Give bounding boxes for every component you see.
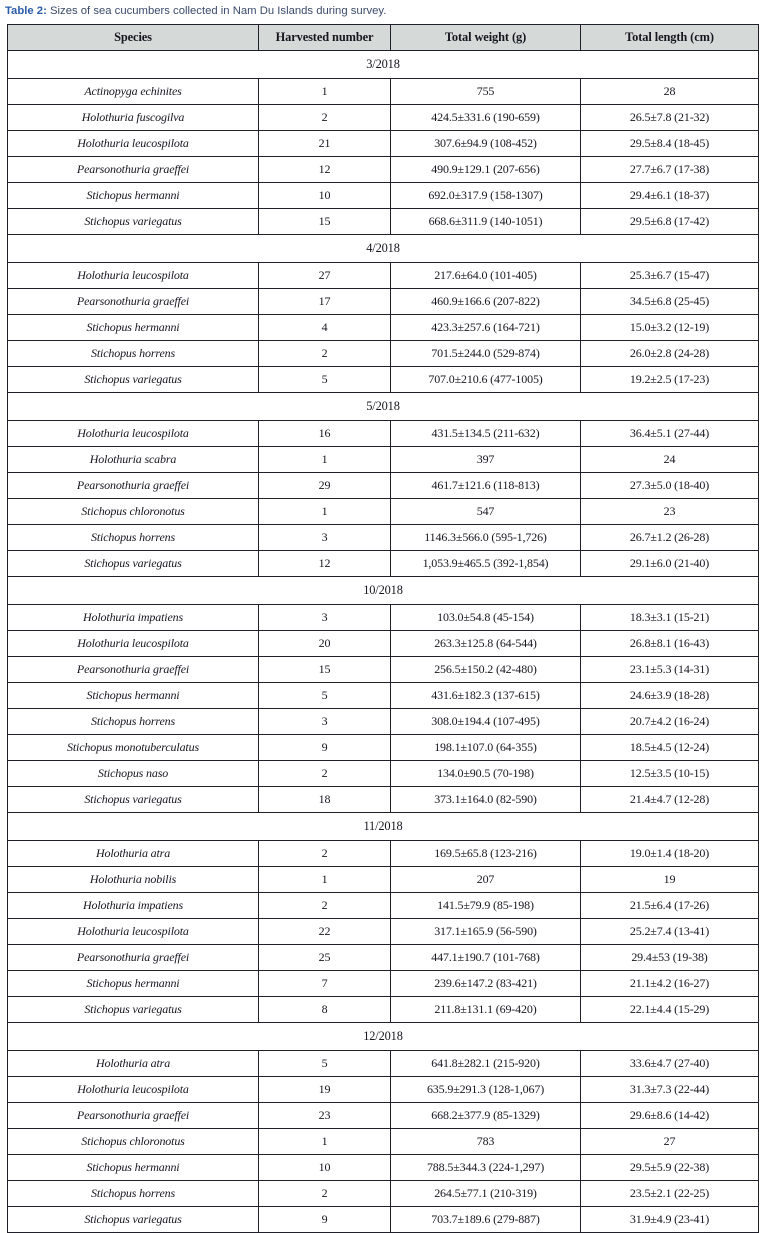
cell-total-length: 33.6±4.7 (27-40) (581, 1051, 759, 1077)
cell-species: Holothuria atra (8, 1051, 259, 1077)
cell-total-length: 29.4±6.1 (18-37) (581, 183, 759, 209)
cell-harvested-number: 5 (259, 1051, 391, 1077)
group-header-row (8, 813, 759, 841)
group-header-row (8, 1023, 759, 1051)
table-row (8, 841, 759, 867)
sea-cucumber-sizes-table (7, 24, 759, 1233)
cell-species: Holothuria leucospilota (8, 263, 259, 289)
cell-total-length: 26.7±1.2 (26-28) (581, 525, 759, 551)
table-row (8, 157, 759, 183)
cell-species: Holothuria impatiens (8, 605, 259, 631)
cell-species: Pearsonothuria graeffei (8, 657, 259, 683)
cell-harvested-number: 2 (259, 341, 391, 367)
cell-total-length: 15.0±3.2 (12-19) (581, 315, 759, 341)
cell-harvested-number: 4 (259, 315, 391, 341)
cell-total-weight: 635.9±291.3 (128-1,067) (391, 1077, 581, 1103)
group-label: 5/2018 (8, 393, 759, 421)
cell-harvested-number: 25 (259, 945, 391, 971)
table-row (8, 209, 759, 235)
cell-species: Stichopus naso (8, 761, 259, 787)
column-header-total-weight: Total weight (g) (391, 25, 581, 51)
cell-harvested-number: 1 (259, 499, 391, 525)
table-row (8, 1051, 759, 1077)
cell-total-length: 22.1±4.4 (15-29) (581, 997, 759, 1023)
cell-total-length: 29.5±6.8 (17-42) (581, 209, 759, 235)
cell-harvested-number: 7 (259, 971, 391, 997)
cell-total-length: 23 (581, 499, 759, 525)
cell-species: Holothuria scabra (8, 447, 259, 473)
cell-total-weight: 707.0±210.6 (477-1005) (391, 367, 581, 393)
cell-total-weight: 169.5±65.8 (123-216) (391, 841, 581, 867)
cell-total-weight: 1,053.9±465.5 (392-1,854) (391, 551, 581, 577)
cell-total-weight: 217.6±64.0 (101-405) (391, 263, 581, 289)
cell-harvested-number: 20 (259, 631, 391, 657)
table-row (8, 1207, 759, 1233)
cell-species: Stichopus chloronotus (8, 1129, 259, 1155)
group-header-row (8, 393, 759, 421)
table-row (8, 341, 759, 367)
cell-harvested-number: 9 (259, 735, 391, 761)
table-row (8, 735, 759, 761)
cell-harvested-number: 9 (259, 1207, 391, 1233)
cell-total-length: 12.5±3.5 (10-15) (581, 761, 759, 787)
table-row (8, 1181, 759, 1207)
table-row (8, 787, 759, 813)
cell-species: Stichopus horrens (8, 341, 259, 367)
cell-species: Stichopus variegatus (8, 367, 259, 393)
group-label: 10/2018 (8, 577, 759, 605)
cell-harvested-number: 10 (259, 183, 391, 209)
table-row (8, 131, 759, 157)
column-header-species: Species (8, 25, 259, 51)
cell-harvested-number: 22 (259, 919, 391, 945)
cell-total-weight: 198.1±107.0 (64-355) (391, 735, 581, 761)
cell-species: Pearsonothuria graeffei (8, 473, 259, 499)
cell-species: Stichopus variegatus (8, 209, 259, 235)
cell-total-weight: 397 (391, 447, 581, 473)
cell-total-weight: 755 (391, 79, 581, 105)
cell-total-length: 27.3±5.0 (18-40) (581, 473, 759, 499)
cell-total-length: 21.1±4.2 (16-27) (581, 971, 759, 997)
table-body (8, 51, 759, 1233)
cell-total-length: 34.5±6.8 (25-45) (581, 289, 759, 315)
cell-harvested-number: 15 (259, 657, 391, 683)
cell-harvested-number: 1 (259, 867, 391, 893)
table-row (8, 683, 759, 709)
cell-total-weight: 256.5±150.2 (42-480) (391, 657, 581, 683)
cell-harvested-number: 8 (259, 997, 391, 1023)
cell-total-length: 26.5±7.8 (21-32) (581, 105, 759, 131)
cell-total-weight: 308.0±194.4 (107-495) (391, 709, 581, 735)
table-row (8, 605, 759, 631)
cell-harvested-number: 23 (259, 1103, 391, 1129)
cell-species: Stichopus monotuberculatus (8, 735, 259, 761)
table-row (8, 867, 759, 893)
cell-total-length: 21.5±6.4 (17-26) (581, 893, 759, 919)
cell-total-length: 18.5±4.5 (12-24) (581, 735, 759, 761)
cell-species: Pearsonothuria graeffei (8, 157, 259, 183)
cell-total-length: 19.0±1.4 (18-20) (581, 841, 759, 867)
cell-total-length: 31.9±4.9 (23-41) (581, 1207, 759, 1233)
cell-total-length: 36.4±5.1 (27-44) (581, 421, 759, 447)
table-row (8, 499, 759, 525)
cell-harvested-number: 2 (259, 761, 391, 787)
cell-total-length: 20.7±4.2 (16-24) (581, 709, 759, 735)
cell-harvested-number: 17 (259, 289, 391, 315)
cell-harvested-number: 10 (259, 1155, 391, 1181)
cell-harvested-number: 2 (259, 105, 391, 131)
cell-total-length: 26.0±2.8 (24-28) (581, 341, 759, 367)
cell-total-length: 28 (581, 79, 759, 105)
cell-total-length: 29.1±6.0 (21-40) (581, 551, 759, 577)
cell-total-weight: 490.9±129.1 (207-656) (391, 157, 581, 183)
cell-harvested-number: 15 (259, 209, 391, 235)
cell-species: Stichopus variegatus (8, 787, 259, 813)
cell-total-weight: 788.5±344.3 (224-1,297) (391, 1155, 581, 1181)
cell-harvested-number: 2 (259, 1181, 391, 1207)
cell-total-length: 27 (581, 1129, 759, 1155)
cell-species: Stichopus variegatus (8, 551, 259, 577)
cell-harvested-number: 29 (259, 473, 391, 499)
table-row (8, 79, 759, 105)
table-row (8, 709, 759, 735)
cell-species: Holothuria leucospilota (8, 919, 259, 945)
cell-total-weight: 263.3±125.8 (64-544) (391, 631, 581, 657)
cell-harvested-number: 1 (259, 1129, 391, 1155)
cell-total-weight: 692.0±317.9 (158-1307) (391, 183, 581, 209)
cell-total-weight: 239.6±147.2 (83-421) (391, 971, 581, 997)
cell-total-weight: 373.1±164.0 (82-590) (391, 787, 581, 813)
cell-species: Holothuria atra (8, 841, 259, 867)
cell-species: Stichopus horrens (8, 1181, 259, 1207)
cell-species: Stichopus variegatus (8, 997, 259, 1023)
table-row (8, 761, 759, 787)
cell-total-length: 31.3±7.3 (22-44) (581, 1077, 759, 1103)
table-row (8, 1103, 759, 1129)
table-row (8, 657, 759, 683)
table-row (8, 631, 759, 657)
cell-total-length: 24 (581, 447, 759, 473)
group-label: 12/2018 (8, 1023, 759, 1051)
cell-total-length: 19.2±2.5 (17-23) (581, 367, 759, 393)
table-row (8, 1155, 759, 1181)
cell-total-length: 25.2±7.4 (13-41) (581, 919, 759, 945)
table-row (8, 447, 759, 473)
cell-total-weight: 317.1±165.9 (56-590) (391, 919, 581, 945)
cell-total-length: 21.4±4.7 (12-28) (581, 787, 759, 813)
cell-total-weight: 783 (391, 1129, 581, 1155)
column-header-harvested-number: Harvested number (259, 25, 391, 51)
cell-harvested-number: 2 (259, 841, 391, 867)
cell-species: Holothuria leucospilota (8, 421, 259, 447)
table-row (8, 997, 759, 1023)
cell-total-length: 18.3±3.1 (15-21) (581, 605, 759, 631)
cell-total-length: 23.1±5.3 (14-31) (581, 657, 759, 683)
cell-total-weight: 701.5±244.0 (529-874) (391, 341, 581, 367)
cell-species: Stichopus hermanni (8, 315, 259, 341)
cell-harvested-number: 5 (259, 683, 391, 709)
cell-total-length: 29.5±5.9 (22-38) (581, 1155, 759, 1181)
table-caption (0, 0, 764, 24)
table-row (8, 473, 759, 499)
cell-total-weight: 447.1±190.7 (101-768) (391, 945, 581, 971)
cell-species: Stichopus horrens (8, 709, 259, 735)
table-row (8, 971, 759, 997)
cell-species: Holothuria impatiens (8, 893, 259, 919)
cell-harvested-number: 19 (259, 1077, 391, 1103)
group-label: 4/2018 (8, 235, 759, 263)
table-row (8, 289, 759, 315)
cell-species: Stichopus hermanni (8, 183, 259, 209)
cell-total-length: 26.8±8.1 (16-43) (581, 631, 759, 657)
cell-species: Holothuria nobilis (8, 867, 259, 893)
group-label: 3/2018 (8, 51, 759, 79)
table-row (8, 105, 759, 131)
cell-total-weight: 141.5±79.9 (85-198) (391, 893, 581, 919)
group-label: 11/2018 (8, 813, 759, 841)
cell-harvested-number: 5 (259, 367, 391, 393)
cell-total-weight: 207 (391, 867, 581, 893)
cell-species: Stichopus chloronotus (8, 499, 259, 525)
cell-total-length: 19 (581, 867, 759, 893)
cell-total-weight: 431.6±182.3 (137-615) (391, 683, 581, 709)
cell-species: Stichopus variegatus (8, 1207, 259, 1233)
cell-harvested-number: 3 (259, 525, 391, 551)
cell-harvested-number: 27 (259, 263, 391, 289)
table-row (8, 315, 759, 341)
cell-harvested-number: 1 (259, 447, 391, 473)
cell-total-weight: 423.3±257.6 (164-721) (391, 315, 581, 341)
cell-total-weight: 547 (391, 499, 581, 525)
cell-total-length: 24.6±3.9 (18-28) (581, 683, 759, 709)
cell-total-weight: 460.9±166.6 (207-822) (391, 289, 581, 315)
cell-species: Actinopyga echinites (8, 79, 259, 105)
cell-species: Holothuria fuscogilva (8, 105, 259, 131)
cell-total-weight: 134.0±90.5 (70-198) (391, 761, 581, 787)
group-header-row (8, 51, 759, 79)
table-row (8, 1077, 759, 1103)
table-row (8, 551, 759, 577)
cell-total-weight: 103.0±54.8 (45-154) (391, 605, 581, 631)
cell-total-weight: 431.5±134.5 (211-632) (391, 421, 581, 447)
cell-total-length: 29.6±8.6 (14-42) (581, 1103, 759, 1129)
cell-harvested-number: 12 (259, 157, 391, 183)
cell-species: Holothuria leucospilota (8, 131, 259, 157)
table-row (8, 263, 759, 289)
cell-species: Holothuria leucospilota (8, 1077, 259, 1103)
table-row (8, 919, 759, 945)
cell-species: Stichopus horrens (8, 525, 259, 551)
column-header-total-length: Total length (cm) (581, 25, 759, 51)
table-row (8, 421, 759, 447)
table-row (8, 945, 759, 971)
table-row (8, 1129, 759, 1155)
cell-total-weight: 703.7±189.6 (279-887) (391, 1207, 581, 1233)
table-row (8, 525, 759, 551)
cell-harvested-number: 2 (259, 893, 391, 919)
cell-total-weight: 211.8±131.1 (69-420) (391, 997, 581, 1023)
cell-total-weight: 424.5±331.6 (190-659) (391, 105, 581, 131)
table-caption-label: Table 2: (5, 5, 47, 17)
cell-species: Pearsonothuria graeffei (8, 289, 259, 315)
cell-total-weight: 668.6±311.9 (140-1051) (391, 209, 581, 235)
table-row (8, 183, 759, 209)
cell-total-weight: 307.6±94.9 (108-452) (391, 131, 581, 157)
cell-harvested-number: 3 (259, 709, 391, 735)
table-header (8, 25, 759, 51)
table-row (8, 893, 759, 919)
cell-species: Stichopus hermanni (8, 1155, 259, 1181)
cell-harvested-number: 21 (259, 131, 391, 157)
table-caption-text: Sizes of sea cucumbers collected in Nam Du Islands during survey. (46, 5, 387, 17)
cell-total-weight: 264.5±77.1 (210-319) (391, 1181, 581, 1207)
cell-harvested-number: 16 (259, 421, 391, 447)
cell-total-weight: 641.8±282.1 (215-920) (391, 1051, 581, 1077)
table-row (8, 367, 759, 393)
cell-total-length: 23.5±2.1 (22-25) (581, 1181, 759, 1207)
cell-harvested-number: 3 (259, 605, 391, 631)
cell-total-length: 29.4±53 (19-38) (581, 945, 759, 971)
cell-species: Pearsonothuria graeffei (8, 1103, 259, 1129)
cell-total-weight: 461.7±121.6 (118-813) (391, 473, 581, 499)
cell-species: Stichopus hermanni (8, 971, 259, 997)
cell-total-weight: 1146.3±566.0 (595-1,726) (391, 525, 581, 551)
cell-species: Stichopus hermanni (8, 683, 259, 709)
cell-harvested-number: 1 (259, 79, 391, 105)
cell-total-length: 25.3±6.7 (15-47) (581, 263, 759, 289)
cell-total-length: 27.7±6.7 (17-38) (581, 157, 759, 183)
table-header-row (8, 25, 759, 51)
cell-species: Pearsonothuria graeffei (8, 945, 259, 971)
cell-total-weight: 668.2±377.9 (85-1329) (391, 1103, 581, 1129)
cell-harvested-number: 12 (259, 551, 391, 577)
group-header-row (8, 577, 759, 605)
group-header-row (8, 235, 759, 263)
cell-total-length: 29.5±8.4 (18-45) (581, 131, 759, 157)
cell-harvested-number: 18 (259, 787, 391, 813)
cell-species: Holothuria leucospilota (8, 631, 259, 657)
